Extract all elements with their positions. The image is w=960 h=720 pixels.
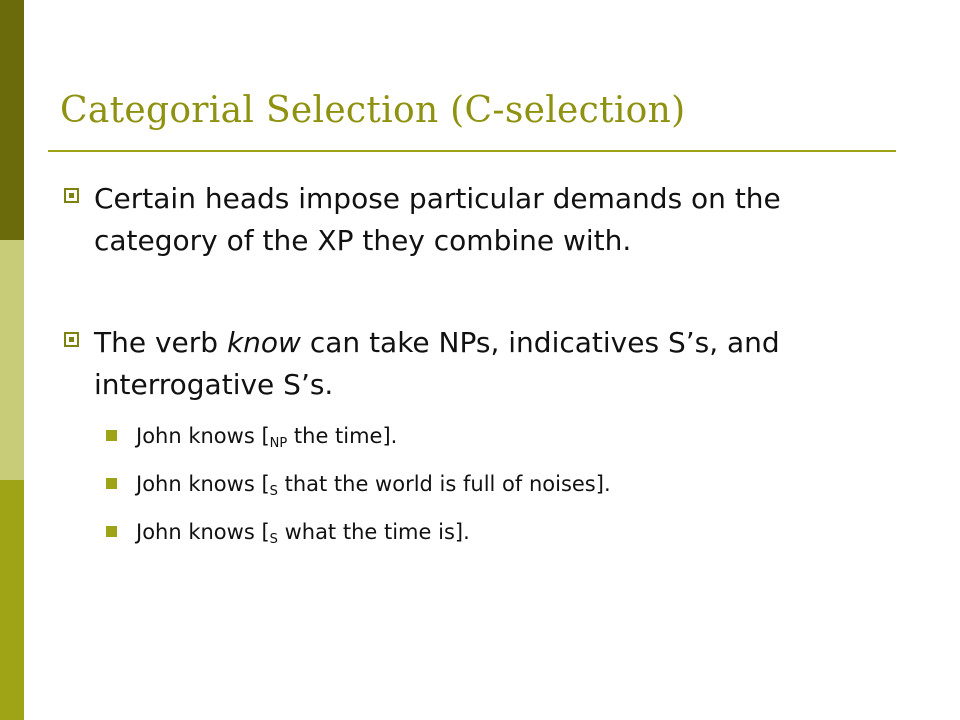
bullet-text: Certain heads impose particular demands on the category of the XP they combine with. xyxy=(94,182,781,257)
square-bullet-icon xyxy=(106,526,117,537)
example-pre: John knows [ xyxy=(136,520,270,544)
square-bullet-icon xyxy=(64,188,79,203)
square-bullet-icon xyxy=(106,478,117,489)
example-subscript: S xyxy=(269,532,278,547)
left-band-light xyxy=(0,240,24,480)
example-post: that the world is full of noises]. xyxy=(277,472,611,496)
example-text xyxy=(136,517,470,547)
example-text xyxy=(136,469,611,499)
bullet-text-pre: The verb xyxy=(94,326,227,359)
example-post: the time]. xyxy=(287,424,398,448)
bullet-text xyxy=(94,322,884,406)
example-pre: John knows [ xyxy=(136,472,270,496)
example-subscript: S xyxy=(269,484,278,499)
slide-title: Categorial Selection (C-selection) xyxy=(60,90,686,131)
example-subscript: NP xyxy=(269,436,288,451)
example-pre: John knows [ xyxy=(136,424,270,448)
example-text xyxy=(136,421,397,451)
bullet-text-post: can take NPs, indicatives S’s, and interrogative S’s. xyxy=(94,326,780,401)
left-band-olive xyxy=(0,480,24,720)
square-bullet-icon xyxy=(106,430,117,441)
bullet-text-emphasis: know xyxy=(226,326,301,359)
square-bullet-icon xyxy=(64,332,79,347)
left-band-dark xyxy=(0,0,24,240)
title-divider xyxy=(48,150,896,152)
example-post: what the time is]. xyxy=(277,520,470,544)
